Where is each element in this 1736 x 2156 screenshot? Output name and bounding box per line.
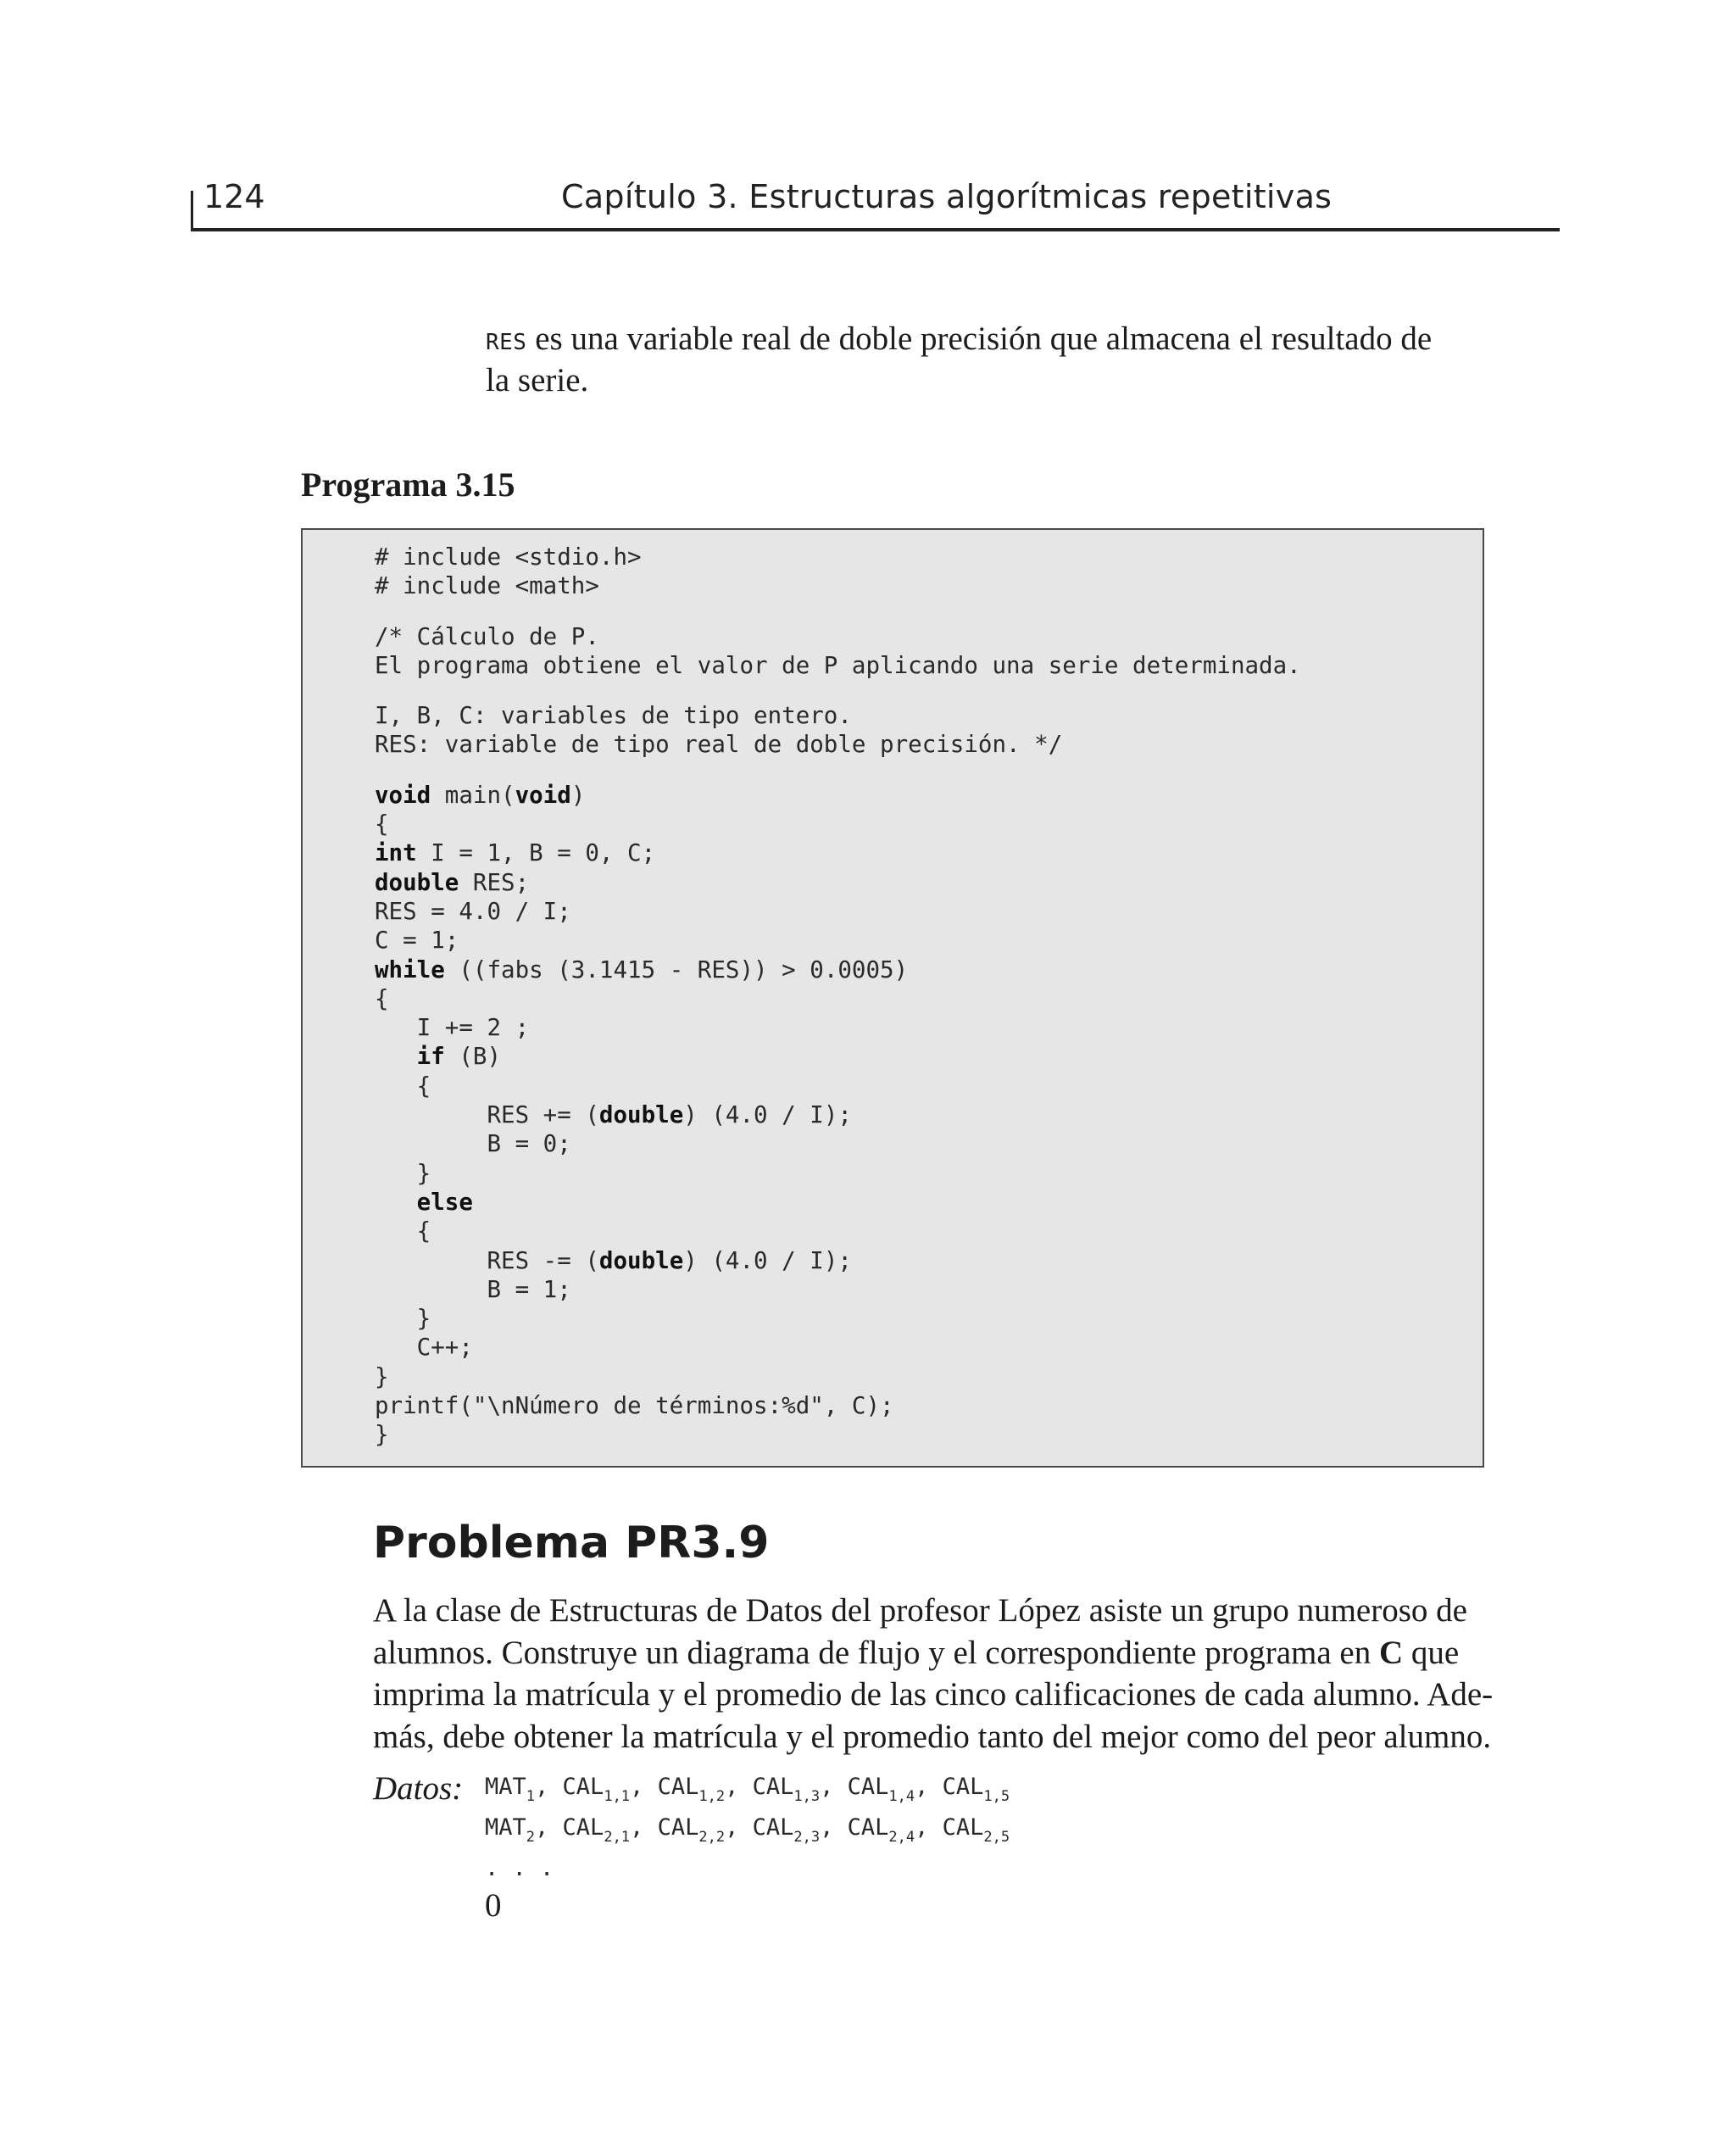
code-line bbox=[375, 1246, 1301, 1275]
code-line: /* Cálculo de P. bbox=[375, 622, 599, 650]
code-line: I += 2 ; bbox=[375, 1014, 530, 1042]
datos-subscript: 2,3 bbox=[793, 1829, 821, 1846]
code-keyword: double bbox=[598, 1101, 684, 1129]
intro-paragraph bbox=[486, 318, 1469, 401]
datos-var: CAL bbox=[562, 1814, 604, 1841]
code-line: C++; bbox=[375, 1334, 473, 1362]
datos-subscript: 1,5 bbox=[983, 1788, 1010, 1805]
code-text: ) bbox=[570, 781, 586, 809]
code-text: I = 1, B = 0, C; bbox=[416, 839, 656, 867]
page-header bbox=[191, 174, 1560, 226]
code-line: El programa obtiene el valor de P aplicando una serie determinada. bbox=[375, 651, 1301, 679]
problem-line bbox=[373, 1632, 1492, 1674]
code-line: printf("\nNúmero de términos:%d", C); bbox=[375, 1392, 894, 1420]
code-gap bbox=[375, 760, 1301, 781]
code-keyword: int bbox=[375, 839, 417, 867]
datos-var: CAL bbox=[752, 1774, 794, 1800]
datos-subscript: 1 bbox=[526, 1788, 536, 1805]
datos-separator: , bbox=[725, 1814, 753, 1841]
code-gap bbox=[375, 601, 1301, 622]
code-keyword: void bbox=[515, 781, 571, 809]
code-line: { bbox=[375, 984, 389, 1012]
problem-line: imprima la matrícula y el promedio de las cinco calificaciones de cada alumno. Ade- bbox=[373, 1676, 1494, 1713]
code-line bbox=[375, 955, 1301, 984]
datos-subscript: 1,4 bbox=[888, 1788, 915, 1805]
datos-subscript: 1,3 bbox=[793, 1788, 821, 1805]
code-text: ) (4.0 / I); bbox=[683, 1101, 852, 1129]
code-text: main( bbox=[431, 781, 515, 809]
header-tick bbox=[191, 191, 193, 231]
code-listing-box bbox=[301, 528, 1484, 1468]
running-head: Capítulo 3. Estructuras algorítmicas repetitivas bbox=[561, 178, 1333, 215]
intro-var-name: RES bbox=[486, 330, 527, 355]
code-line: { bbox=[375, 1072, 431, 1100]
datos-var: CAL bbox=[942, 1814, 984, 1841]
code-text: ) (4.0 / I); bbox=[683, 1246, 852, 1274]
code-text: RES; bbox=[459, 868, 530, 896]
datos-var: MAT bbox=[485, 1814, 526, 1841]
code-keyword: double bbox=[598, 1246, 684, 1274]
code-indent bbox=[375, 1189, 417, 1216]
code-line: { bbox=[375, 1217, 431, 1245]
problem-title: Problema PR3.9 bbox=[373, 1518, 770, 1568]
datos-separator: , bbox=[820, 1774, 848, 1800]
datos-var: CAL bbox=[847, 1774, 889, 1800]
code-listing bbox=[375, 543, 1301, 1450]
datos-var: CAL bbox=[657, 1814, 699, 1841]
code-keyword: else bbox=[416, 1188, 473, 1216]
problem-text: alumnos. Construye un diagrama de flujo y el correspondiente programa en bbox=[373, 1634, 1379, 1671]
page-number: 124 bbox=[203, 178, 265, 215]
code-line: } bbox=[375, 1362, 389, 1390]
program-title: Programa 3.15 bbox=[301, 465, 515, 504]
datos-subscript: 1,1 bbox=[604, 1788, 631, 1805]
code-line: } bbox=[375, 1421, 389, 1449]
intro-line-1-text: es una variable real de doble precisión que almacena el resultado de bbox=[526, 320, 1433, 357]
code-keyword: void bbox=[375, 781, 431, 809]
datos-var: CAL bbox=[657, 1774, 699, 1800]
datos-subscript: 2,1 bbox=[604, 1829, 631, 1846]
datos-separator: , bbox=[915, 1814, 943, 1841]
language-name: C bbox=[1379, 1634, 1404, 1671]
code-line: I, B, C: variables de tipo entero. bbox=[375, 702, 852, 730]
code-line bbox=[375, 781, 1301, 810]
datos-var: CAL bbox=[752, 1814, 794, 1841]
code-line bbox=[375, 1100, 1301, 1129]
datos-subscript: 2,2 bbox=[698, 1829, 726, 1846]
code-line: # include <math> bbox=[375, 572, 599, 600]
code-keyword: if bbox=[416, 1043, 445, 1071]
code-line bbox=[375, 1188, 1301, 1217]
datos-separator: , bbox=[915, 1774, 943, 1800]
datos-separator: , bbox=[725, 1774, 753, 1800]
datos-ellipsis: . . . bbox=[485, 1855, 554, 1881]
code-line: # include <stdio.h> bbox=[375, 543, 642, 571]
datos-separator: , bbox=[630, 1814, 658, 1841]
intro-line-2: la serie. bbox=[486, 362, 589, 398]
intro-line-1 bbox=[486, 318, 1469, 359]
datos-label: Datos: bbox=[373, 1770, 464, 1807]
datos-separator: , bbox=[535, 1774, 563, 1800]
datos-var: CAL bbox=[562, 1774, 604, 1800]
problem-statement bbox=[373, 1590, 1492, 1758]
datos-separator: , bbox=[820, 1814, 848, 1841]
code-text: ((fabs (3.1415 - RES)) > 0.0005) bbox=[444, 955, 909, 983]
problem-line: más, debe obtener la matrícula y el promedio tanto del mejor como del peor alumno. bbox=[373, 1718, 1492, 1755]
code-line bbox=[375, 838, 1301, 867]
problem-text: que bbox=[1403, 1634, 1460, 1671]
datos-separator: , bbox=[535, 1814, 563, 1841]
code-line: RES = 4.0 / I; bbox=[375, 897, 571, 925]
datos-subscript: 2 bbox=[526, 1829, 536, 1846]
code-line bbox=[375, 868, 1301, 897]
code-line: B = 0; bbox=[375, 1130, 571, 1158]
code-gap bbox=[375, 680, 1301, 701]
code-text: RES += ( bbox=[375, 1101, 599, 1129]
code-keyword: while bbox=[375, 955, 445, 983]
code-line: RES: variable de tipo real de doble precisión. */ bbox=[375, 731, 1063, 759]
code-line: B = 1; bbox=[375, 1275, 571, 1303]
code-line bbox=[375, 1042, 1301, 1071]
code-line: C = 1; bbox=[375, 927, 459, 955]
datos-row-2 bbox=[485, 1814, 1010, 1846]
datos-separator: , bbox=[630, 1774, 658, 1800]
datos-terminator: 0 bbox=[485, 1887, 502, 1924]
datos-subscript: 2,5 bbox=[983, 1829, 1010, 1846]
code-indent bbox=[375, 1043, 417, 1070]
header-rule bbox=[191, 228, 1560, 231]
datos-subscript: 1,2 bbox=[698, 1788, 726, 1805]
datos-var: MAT bbox=[485, 1774, 526, 1800]
datos-var: CAL bbox=[847, 1814, 889, 1841]
datos-row-1 bbox=[485, 1774, 1010, 1805]
problem-line: A la clase de Estructuras de Datos del profesor López asiste un grupo numeroso de bbox=[373, 1592, 1467, 1629]
code-line: } bbox=[375, 1159, 431, 1187]
code-text: RES -= ( bbox=[375, 1246, 599, 1274]
code-keyword: double bbox=[375, 868, 459, 896]
datos-subscript: 2,4 bbox=[888, 1829, 915, 1846]
code-line: } bbox=[375, 1305, 431, 1333]
datos-var: CAL bbox=[942, 1774, 984, 1800]
code-text: (B) bbox=[444, 1043, 502, 1071]
code-line: { bbox=[375, 811, 389, 838]
